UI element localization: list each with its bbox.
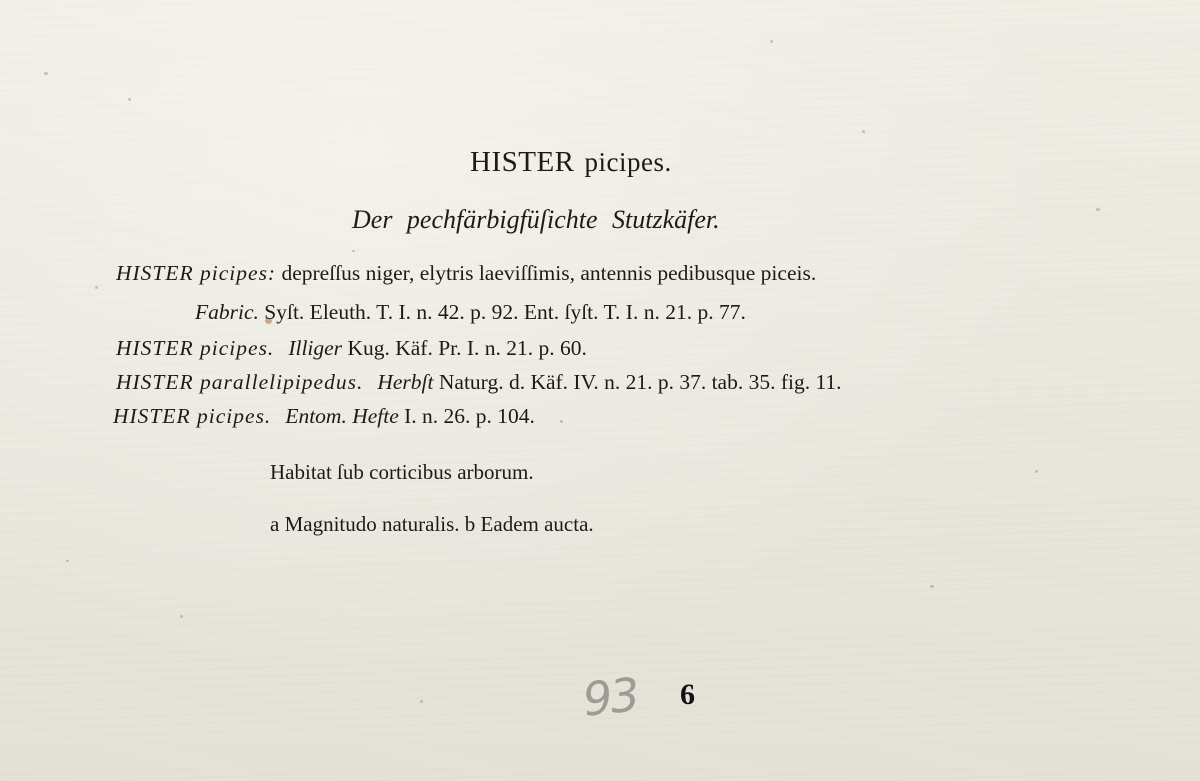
- plate-number: 6: [680, 678, 695, 711]
- species-title: [470, 146, 672, 179]
- synonym-text: I. n. 26. p. 104.: [404, 404, 535, 428]
- synonymy-line: [116, 261, 816, 286]
- paper-speck: [560, 420, 563, 423]
- synonymy-line: [195, 300, 746, 325]
- synonymy-line: [116, 336, 587, 361]
- paper-speck: [862, 130, 865, 133]
- paper-speck: [180, 615, 183, 618]
- paper-speck: [1096, 208, 1100, 211]
- paper-speck: [930, 585, 934, 588]
- synonym-author: Fabric.: [195, 300, 259, 324]
- paper-speck: [1035, 470, 1038, 473]
- synonym-name: HISTER picipes:: [116, 261, 277, 285]
- paper-speck: [66, 560, 69, 562]
- paper-speck: [420, 700, 423, 703]
- pencil-page-number: 93: [580, 667, 641, 727]
- figure-size-note: a Magnitudo naturalis. b Eadem aucta.: [270, 512, 594, 536]
- synonym-author: Illiger: [288, 336, 343, 360]
- synonymy-line: [116, 370, 842, 395]
- synonym-author: Herbſt: [377, 370, 434, 394]
- paper-speck: [352, 250, 355, 252]
- habitat-note: Habitat ſub corticibus arborum.: [270, 460, 534, 484]
- synonymy-line: [113, 404, 535, 429]
- species-name: picipes.: [584, 147, 672, 177]
- synonym-text: Syſt. Eleuth. T. I. n. 42. p. 92. Ent. ſyſt. T. I. n. 21. p. 77.: [264, 300, 746, 324]
- paper-speck: [128, 98, 131, 101]
- synonym-name: HISTER picipes.: [113, 404, 272, 428]
- paper-speck: [44, 72, 48, 75]
- genus-name: HISTER: [470, 146, 575, 178]
- synonym-text: depreſſus niger, elytris laeviſſimis, antennis pedibusque piceis.: [281, 261, 817, 285]
- paper-speck: [95, 286, 98, 289]
- synonym-name: HISTER picipes.: [116, 336, 275, 360]
- synonym-author: Entom. Hefte: [285, 404, 399, 428]
- synonym-name: HISTER parallelipipedus.: [116, 370, 364, 394]
- synonym-text: Naturg. d. Käf. IV. n. 21. p. 37. tab. 35. fig. 11.: [438, 370, 842, 394]
- german-common-name: Der pechfärbigfüſichte Stutzkäfer.: [352, 205, 720, 234]
- synonym-text: Kug. Käf. Pr. I. n. 21. p. 60.: [347, 336, 587, 360]
- paper-speck: [770, 40, 773, 43]
